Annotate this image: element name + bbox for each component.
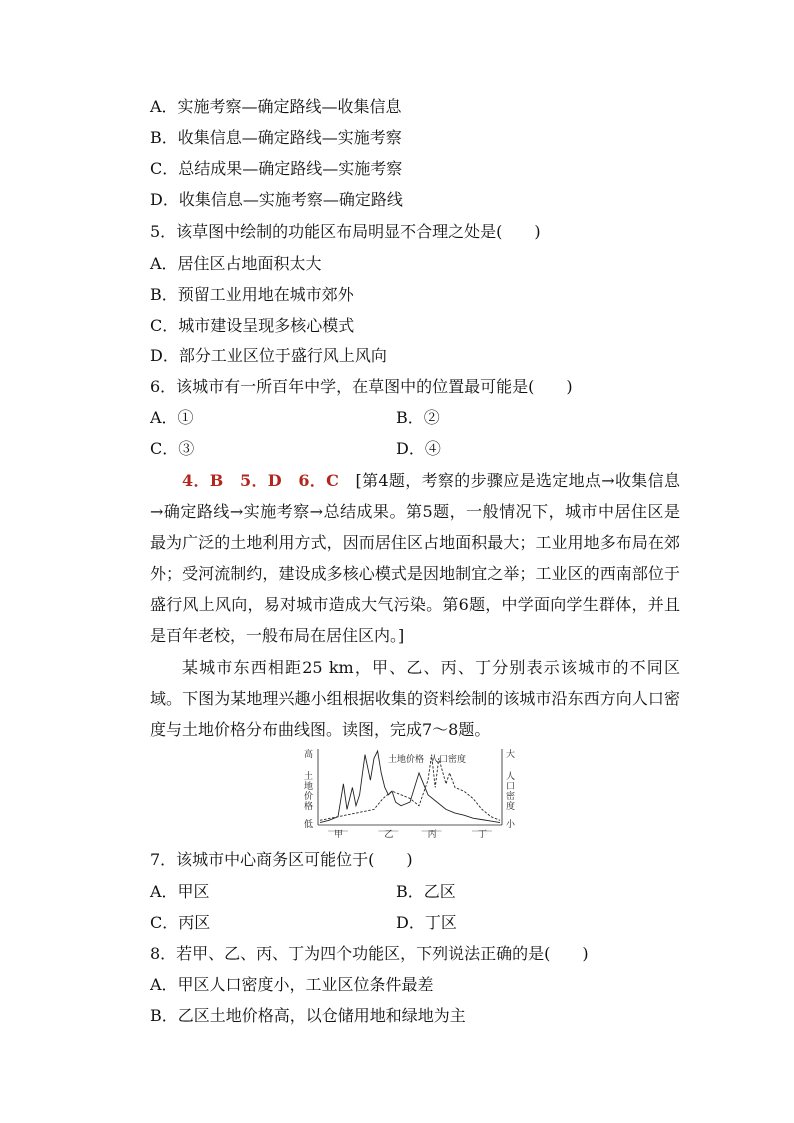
q4-option-a: A．实施考察—确定路线—收集信息 [150,97,402,116]
q5-option-d: D．部分工业区位于盛行风上风向 [150,346,387,365]
q8-option-b: B．乙区土地价格高，以仓储用地和绿地为主 [150,1006,466,1025]
category-label-2: 乙 [384,830,394,840]
q4-option-c: C．总结成果—确定路线—实施考察 [150,159,403,178]
q4-option-d: D．收集信息—实施考察—确定路线 [150,190,403,209]
q8-option-a: A．甲区人口密度小，工业区位条件最差 [150,975,434,994]
q5-option-b: B．预留工业用地在城市郊外 [150,285,354,304]
legend-label-1: 土地价格 [388,755,425,765]
q6-option-a: A．① [150,408,194,427]
left-axis-label: 土地价格 [304,772,314,812]
density-price-chart [300,745,520,845]
category-label-4: 丁 [478,830,488,840]
q5-option-a: A．居住区占地面积太大 [150,254,322,273]
q8-stem: 8．若甲、乙、丙、丁为四个功能区，下列说法正确的是( ) [150,944,589,963]
q7-stem: 7．该城市中心商务区可能位于( ) [150,850,413,869]
right-axis-top: 大 [506,750,516,760]
legend-label-2: 人口密度 [430,755,467,765]
q5-option-c: C．城市建设呈现多核心模式 [150,316,355,335]
right-axis-bottom: 小 [506,820,516,830]
q7-option-c: C．丙区 [150,913,211,932]
q4-option-b: B．收集信息—确定路线—实施考察 [150,128,402,147]
left-axis-bottom: 低 [304,820,314,830]
intro-paragraph: 某城市东西相距25 km，甲、乙、丙、丁分别表示该城市的不同区域。下图为某地理兴趣小组根据收集的资料绘制的该城市沿东西方向人口密度与土地价格分布曲线图。读图，完成7～8题。 [150,658,680,739]
category-label-1: 甲 [334,830,344,840]
q6-option-c: C．③ [150,439,195,458]
q7-option-a: A．甲区 [150,882,210,901]
q6-option-d: D．④ [396,439,441,458]
answer-keys: 4．B 5．D 6．C [182,471,339,490]
q7-option-d: D．丁区 [396,913,457,932]
category-label-3: 丙 [427,830,437,840]
right-axis-label: 人口密度 [506,772,516,812]
q7-option-b: B．乙区 [396,882,456,901]
q6-option-b: B．② [396,408,440,427]
q6-stem: 6．该城市有一所百年中学，在草图中的位置最可能是( ) [150,377,573,396]
q5-stem: 5．该草图中绘制的功能区布局明显不合理之处是( ) [150,222,541,241]
answer-explanation [150,465,680,651]
answer-text: [第4题，考察的步骤应是选定地点→收集信息→确定路线→实施考察→总结成果。第5题，一般情况下，城市中居住区是最为广泛的土地利用方式，因而居住区占地面积最大；工业用地多布局在郊外；受河流制约，建设成多核心模式是因地制宜之举；工业区的西南部位于盛行风上风向，易对城市造成大气污染。第6题，中学面向学生群体，并且是百年老校，一般布局在居住区内。] [150,471,680,645]
left-axis-top: 高 [304,750,314,760]
